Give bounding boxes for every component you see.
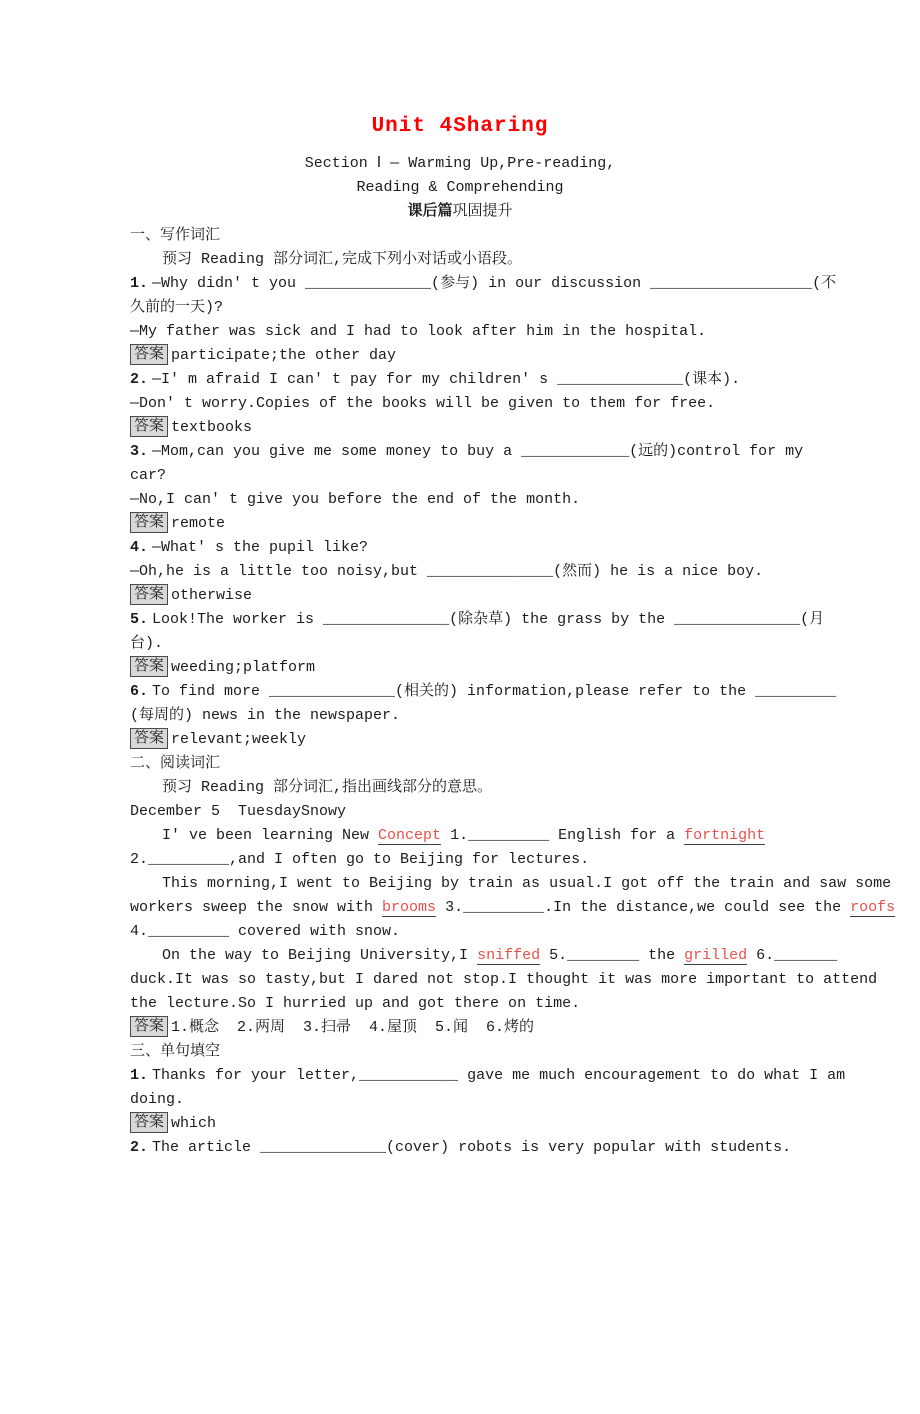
doc-line xyxy=(130,656,900,680)
text-run: 预习 Reading 部分词汇,指出画线部分的意思。 xyxy=(162,779,493,796)
text-run: the lecture.So I hurried up and got there on time. xyxy=(130,995,581,1012)
text-run: The article ______________(cover) robots is very popular with students. xyxy=(152,1139,792,1156)
item-number: 1. xyxy=(130,1067,149,1084)
text-run: —Mom,can you give me some money to buy a ____________(远的)control for my xyxy=(152,443,804,460)
text-run: weeding;platform xyxy=(171,659,316,676)
red-term: roofs xyxy=(850,899,896,916)
worksheet-page xyxy=(0,112,920,1414)
text-run: 预习 Reading 部分词汇,完成下列小对话或小语段。 xyxy=(162,251,523,268)
item-number: 2. xyxy=(130,371,149,388)
doc-line xyxy=(130,608,900,632)
text-run: 久前的一天)? xyxy=(130,299,224,316)
text-run: 1._________ English for a xyxy=(441,827,685,844)
text-run: —No,I can' t give you before the end of the month. xyxy=(130,491,581,508)
text-run: Reading & Comprehending xyxy=(356,179,564,196)
doc-line xyxy=(130,272,900,296)
red-term: grilled xyxy=(684,947,748,964)
doc-line xyxy=(130,752,900,776)
text-run: 4._________ covered with snow. xyxy=(130,923,401,940)
answer-label: 答案 xyxy=(130,1016,168,1037)
red-term: sniffed xyxy=(477,947,541,964)
text-run: which xyxy=(171,1115,217,1132)
text-run: 巩固提升 xyxy=(452,203,513,220)
text-run: workers sweep the snow with xyxy=(130,899,383,916)
doc-line xyxy=(130,968,900,992)
item-number: 4. xyxy=(130,539,149,556)
text-run: 一、写作词汇 xyxy=(130,227,221,244)
doc-line xyxy=(130,416,900,440)
text-run: remote xyxy=(171,515,226,532)
text-run: Look!The worker is ______________(除杂草) the grass by the ______________(月 xyxy=(152,611,825,628)
doc-line xyxy=(0,152,920,176)
text-run: textbooks xyxy=(171,419,253,436)
doc-line xyxy=(130,320,900,344)
answer-label: 答案 xyxy=(130,728,168,749)
text-run: otherwise xyxy=(171,587,253,604)
text-run: 3._________.In the distance,we could see the xyxy=(436,899,851,916)
answer-label: 答案 xyxy=(130,512,168,533)
text-run: Thanks for your letter,___________ gave me much encouragement to do what I am xyxy=(152,1067,846,1084)
doc-line xyxy=(130,1064,900,1088)
page-title: Unit 4Sharing xyxy=(371,115,549,138)
document-body xyxy=(0,152,920,1160)
doc-line xyxy=(130,1136,900,1160)
text-run: —Why didn' t you ______________(参与) in our discussion __________________(不 xyxy=(152,275,837,292)
red-term: Concept xyxy=(378,827,442,844)
doc-line xyxy=(130,800,900,824)
text-run: (每周的) news in the newspaper. xyxy=(130,707,401,724)
item-number: 1. xyxy=(130,275,149,292)
doc-line xyxy=(130,344,900,368)
text-run: —Oh,he is a little too noisy,but ______________(然而) he is a nice boy. xyxy=(130,563,764,580)
text-run: 6._______ xyxy=(747,947,838,964)
text-run: 2._________,and I often go to Beijing for lectures. xyxy=(130,851,590,868)
text-run: car? xyxy=(130,467,167,484)
text-run: relevant;weekly xyxy=(171,731,307,748)
doc-line xyxy=(0,176,920,200)
doc-line xyxy=(130,920,900,944)
text-run: 三、单句填空 xyxy=(130,1043,221,1060)
text-run: —My father was sick and I had to look after him in the hospital. xyxy=(130,323,707,340)
text-run: 5.________ the xyxy=(540,947,685,964)
doc-line xyxy=(162,248,900,272)
text-run: —Don' t worry.Copies of the books will be given to them for free. xyxy=(130,395,716,412)
doc-line xyxy=(130,224,900,248)
text-run: I' ve been learning New xyxy=(162,827,379,844)
answer-label: 答案 xyxy=(130,344,168,365)
text-run: To find more ______________(相关的) information,please refer to the _________ xyxy=(152,683,837,700)
doc-line xyxy=(130,632,900,656)
heading-bold: 课后篇 xyxy=(407,203,453,220)
text-run: Section Ⅰ — Warming Up,Pre-reading, xyxy=(304,155,616,172)
text-run: —What' s the pupil like? xyxy=(152,539,369,556)
doc-line xyxy=(130,512,900,536)
doc-line xyxy=(130,704,900,728)
answer-label: 答案 xyxy=(130,656,168,677)
text-run: 台). xyxy=(130,635,164,652)
doc-line xyxy=(130,728,900,752)
doc-line xyxy=(130,992,900,1016)
doc-line xyxy=(130,368,900,392)
doc-line xyxy=(130,296,900,320)
text-run: duck.It was so tasty,but I dared not stop.I thought it was more important to attend xyxy=(130,971,878,988)
doc-line xyxy=(130,440,900,464)
doc-line xyxy=(130,848,900,872)
text-run: This morning,I went to Beijing by train as usual.I got off the train and saw some xyxy=(162,875,892,892)
answer-label: 答案 xyxy=(130,1112,168,1133)
text-run: 二、阅读词汇 xyxy=(130,755,221,772)
item-number: 5. xyxy=(130,611,149,628)
doc-line xyxy=(130,536,900,560)
doc-line xyxy=(130,1112,900,1136)
doc-line xyxy=(130,680,900,704)
doc-line xyxy=(130,488,900,512)
doc-line xyxy=(130,392,900,416)
answer-label: 答案 xyxy=(130,416,168,437)
doc-line xyxy=(162,872,900,896)
red-term: fortnight xyxy=(684,827,766,844)
text-run: On the way to Beijing University,I xyxy=(162,947,478,964)
doc-line xyxy=(0,200,920,224)
doc-line xyxy=(130,1088,900,1112)
text-run: —I' m afraid I can' t pay for my children' s ______________(课本). xyxy=(152,371,741,388)
red-term: brooms xyxy=(382,899,437,916)
doc-line xyxy=(162,944,900,968)
doc-line xyxy=(130,584,900,608)
doc-line xyxy=(130,896,900,920)
item-number: 6. xyxy=(130,683,149,700)
text-run: 1.概念 2.两周 3.扫帚 4.屋顶 5.闻 6.烤的 xyxy=(171,1019,535,1036)
doc-line xyxy=(130,1016,900,1040)
doc-line xyxy=(130,560,900,584)
item-number: 3. xyxy=(130,443,149,460)
doc-line xyxy=(130,464,900,488)
text-run: doing. xyxy=(130,1091,185,1108)
text-run: participate;the other day xyxy=(171,347,397,364)
doc-line xyxy=(162,776,900,800)
doc-line xyxy=(162,824,900,848)
item-number: 2. xyxy=(130,1139,149,1156)
text-run: December 5 TuesdaySnowy xyxy=(130,803,347,820)
answer-label: 答案 xyxy=(130,584,168,605)
doc-line xyxy=(130,1040,900,1064)
